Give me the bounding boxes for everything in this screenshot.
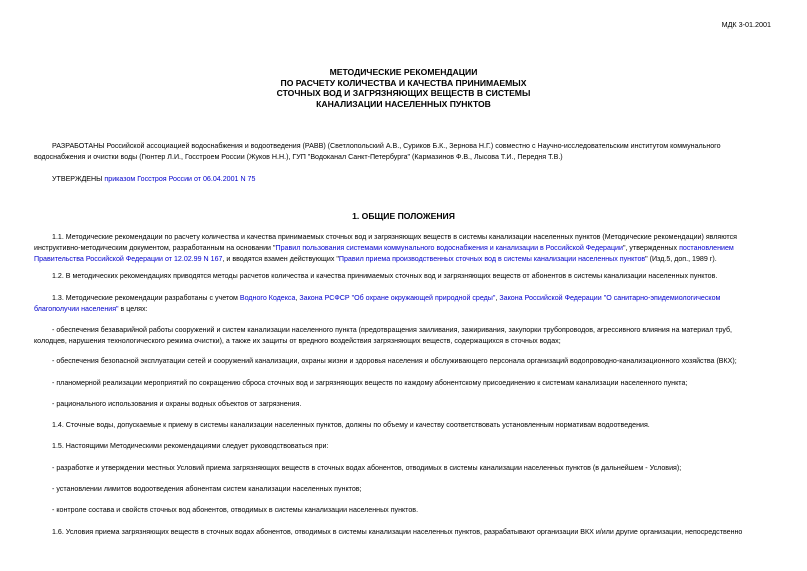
bullet-item: - планомерной реализации мероприятий по сокращению сброса сточных вод и загрязняющих веществ по каждому абонентскому присоединению к системам канализации населенного пункта; xyxy=(52,379,688,387)
text-line: инструктивно-методическим документом, разработанным на основании "Правил пользования системами коммунального водоснабжения и канализации в Российской Федерации", утвержденных постановлением xyxy=(34,244,734,253)
paragraph-1-5: 1.5. Настоящими Методическими рекомендациями следует руководствоваться при: xyxy=(52,442,329,450)
bullet-item: - обеспечения безопасной эксплуатации сетей и сооружений канализации, охраны жизни и здоровья населения и обслуживающего персонала организаций водопроводно-канализационного хозяйства (ВКХ); xyxy=(52,357,737,365)
developed-paragraph xyxy=(34,141,770,163)
text-line: благополучии населения" в целях: xyxy=(34,305,148,314)
bullet-item: - обеспечения безаварийной работы сооружений и систем канализации населенного пункта (предотвращения заиливания, зажиривания, закупорки трубопроводов, агрессивного влияния на материал труб, колодцев, нарушения технологического режима очистки), а также их защиты от вредного воздействия загрязняющих веществ, содержащихся в сточных водах; xyxy=(34,326,733,346)
text-line: 1.1. Методические рекомендации по расчету количества и качества принимаемых сточных вод и загрязняющих веществ в системы канализации населенных пунктов (Методические рекомендации) являются xyxy=(52,233,737,241)
bullet-item: - установлении лимитов водоотведения абонентам систем канализации населенных пунктов; xyxy=(52,485,362,493)
environment-law-link[interactable]: Закона РСФСР "Об охране окружающей природной среды" xyxy=(299,294,496,302)
resolution-link[interactable]: постановлением xyxy=(679,244,734,253)
sanitary-law-link-cont[interactable]: благополучии населения" xyxy=(34,305,119,314)
paragraph-1-2: 1.2. В методических рекомендациях приводятся методы расчетов количества и качества принимаемых сточных вод и загрязняющих веществ от абонентов в системы канализации населенных пунктов. xyxy=(52,272,718,280)
approved-order-link[interactable]: приказом Госстроя России от 06.04.2001 N 75 xyxy=(104,175,256,183)
sanitary-law-link[interactable]: Закона Российской Федерации "О санитарно-эпидемиологическом xyxy=(499,294,721,302)
paragraph-1-1 xyxy=(34,232,770,266)
document-code: МДК 3-01.2001 xyxy=(721,20,771,29)
rules-link[interactable]: Правил пользования системами коммунального водоснабжения и канализации в Российской Федерации xyxy=(275,244,623,253)
title-line: ПО РАСЧЕТУ КОЛИЧЕСТВА И КАЧЕСТВА ПРИНИМАЕМЫХ xyxy=(280,77,527,88)
title-line: МЕТОДИЧЕСКИЕ РЕКОМЕНДАЦИИ xyxy=(329,67,478,77)
text-line: Правительства Российской Федерации от 12.02.99 N 167, и вводятся взамен действующих "Правил приема производственных сточных вод в системы канализации населенных пунктов" (Изд.5, доп., 1989 г). xyxy=(34,255,717,264)
section-heading: 1. ОБЩИЕ ПОЛОЖЕНИЯ xyxy=(352,211,455,221)
bullet-item: - разработке и утверждении местных Условий приема загрязняющих веществ в сточных водах абонентов, отводимых в системы канализации населенных пунктов (в дальнейшем - Условия); xyxy=(52,464,682,472)
document-title xyxy=(0,67,807,109)
water-code-link[interactable]: Водного Кодекса xyxy=(239,294,296,302)
title-line: СТОЧНЫХ ВОД И ЗАГРЯЗНЯЮЩИХ ВЕЩЕСТВ В СИСТЕМЫ xyxy=(276,88,531,99)
approved-paragraph xyxy=(52,174,770,185)
title-line: КАНАЛИЗАЦИИ НАСЕЛЕННЫХ ПУНКТОВ xyxy=(316,98,491,109)
bullet-item: - контроле состава и свойств сточных вод абонентов, отводимых в системы канализации населенных пунктов. xyxy=(52,506,419,514)
text-line: 1.3. Методические рекомендации разработаны с учетом Водного Кодекса, Закона РСФСР "Об охране окружающей природной среды", Закона Российской Федерации "О санитарно-эпидемиологическом xyxy=(52,294,721,302)
paragraph-1-4: 1.4. Сточные воды, допускаемые к приему в системы канализации населенных пунктов, должны по объему и качеству соответствовать установленным нормативам водоотведения. xyxy=(52,421,650,429)
approved-prefix: УТВЕРЖДЕНЫ xyxy=(52,175,105,183)
paragraph-1-6: 1.6. Условия приема загрязняющих веществ в сточных водах абонентов, отводимых в системы канализации населенных пунктов, разрабатывают организации ВКХ и/или другие организации, непосредственно xyxy=(52,528,743,536)
developed-line: РАЗРАБОТАНЫ Российской ассоциацией водоснабжения и водоотведения (РАВВ) (Светлопольский А.В., Суриков Б.К., Зернова Н.Г.) совместно с Научно-исследовательским институтом коммунального xyxy=(52,142,721,150)
resolution-link-cont[interactable]: Правительства Российской Федерации от 12.02.99 N 167 xyxy=(34,255,223,264)
industrial-rules-link[interactable]: Правил приема производственных сточных вод в системы канализации населенных пунктов xyxy=(338,255,646,264)
bullet-item: - рационального использования и охраны водных объектов от загрязнения. xyxy=(52,400,302,408)
developed-line: водоснабжения и очистки воды (Гюнтер Л.И., Госстроем России (Жуков Н.Н.), ГУП "Водоканал Санкт-Петербурга" (Кармазинов Ф.В., Лысова Т.И., Передня Т.В.) xyxy=(34,153,563,162)
paragraph-1-3 xyxy=(34,293,770,315)
